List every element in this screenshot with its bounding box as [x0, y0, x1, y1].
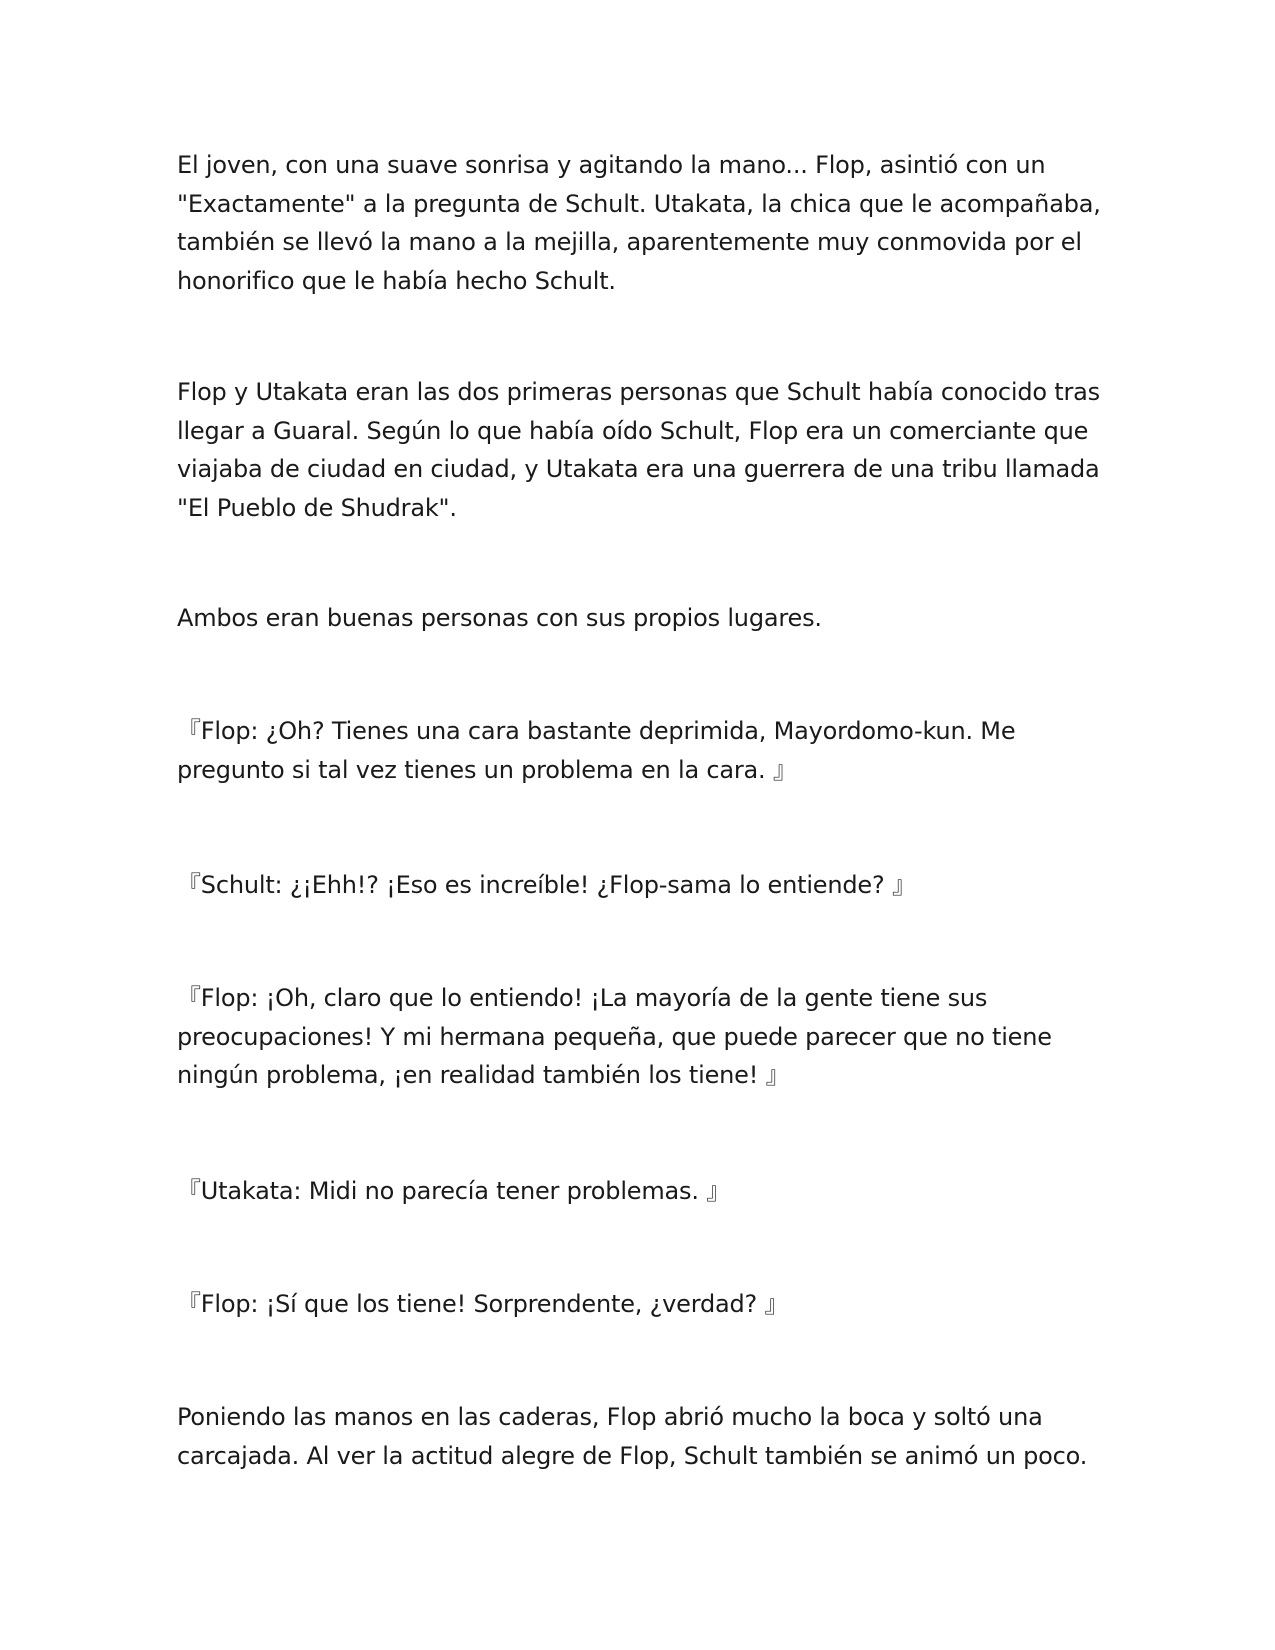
dialogue-line: 『Schult: ¿¡Ehh!? ¡Eso es increíble! ¿Flop-sama lo entiende? 』 [177, 871, 916, 899]
dialogue-line: 『Flop: ¡Oh, claro que lo entiendo! ¡La mayoría de la gente tiene sus preocupaciones! Y mi hermana pequeña, que puede parecer que no tiene ningún problema, ¡en realidad también los tiene! 』 [177, 984, 1052, 1089]
narration-paragraph: Flop y Utakata eran las dos primeras personas que Schult había conocido tras llegar a Guaral. Según lo que había oído Schult, Flop era un comerciante que viajaba de ciudad en ciudad, y Utakata era una guerrera de una tribu llamada "El Pueblo de Shudrak". [177, 378, 1100, 522]
dialogue-line: 『Flop: ¿Oh? Tienes una cara bastante deprimida, Mayordomo-kun. Me pregunto si tal vez tienes un problema en la cara. 』 [177, 717, 1016, 784]
narration-paragraph: Poniendo las manos en las caderas, Flop abrió mucho la boca y soltó una carcajada. Al ver la actitud alegre de Flop, Schult también se animó un poco. [177, 1403, 1088, 1470]
dialogue-line: 『Utakata: Midi no parecía tener problemas. 』 [177, 1177, 730, 1205]
narration-paragraph: El joven, con una suave sonrisa y agitando la mano... Flop, asintió con un "Exactamente" a la pregunta de Schult. Utakata, la chica que le acompañaba, también se llevó la mano a la mejilla, aparentemente muy conmovida por el honorifico que le había hecho Schult. [177, 151, 1101, 295]
dialogue-line: 『Flop: ¡Sí que los tiene! Sorprendente, ¿verdad? 』 [177, 1290, 789, 1318]
narration-paragraph: Ambos eran buenas personas con sus propios lugares. [177, 604, 822, 632]
